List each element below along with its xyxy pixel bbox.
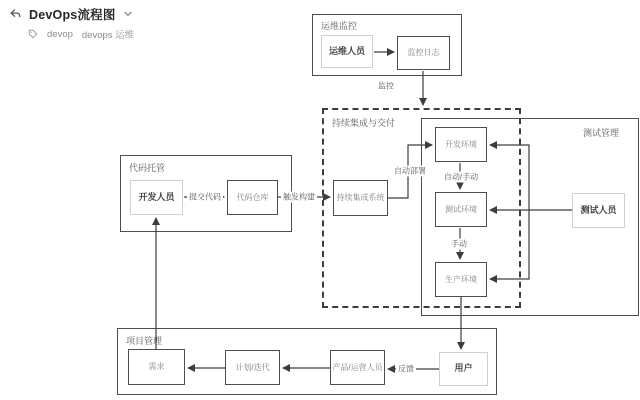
node-requirement[interactable]: 需求: [128, 349, 185, 385]
node-test-env[interactable]: 测试环境: [435, 192, 487, 227]
note-header: [8, 5, 134, 41]
group-label: 持续集成与交付: [332, 118, 396, 128]
tag-devops-ops[interactable]: devops 运维: [81, 30, 135, 41]
edge-label-manual: 手动: [451, 239, 467, 249]
node-monitor-log[interactable]: 监控日志: [397, 36, 450, 70]
edge-tester-to-prodenv: [490, 210, 529, 279]
page-title: DevOps流程图: [29, 8, 116, 22]
chevron-down-icon[interactable]: [123, 10, 133, 18]
edge-label-auto-deploy: 自动部署: [394, 166, 426, 176]
node-user[interactable]: 用户: [439, 352, 488, 386]
group-label: 运维监控: [321, 21, 358, 31]
node-ci-system[interactable]: 持续集成系统: [333, 180, 388, 216]
node-prod-env[interactable]: 生产环境: [435, 262, 487, 297]
node-dev-env[interactable]: 开发环境: [435, 127, 487, 162]
node-code-repo[interactable]: 代码仓库: [227, 180, 278, 215]
group-label: 代码托管: [129, 163, 166, 173]
edge-label-monitor: 监控: [378, 81, 394, 91]
node-dev-staff[interactable]: 开发人员: [130, 180, 183, 215]
node-tester[interactable]: 测试人员: [572, 193, 625, 228]
edge-label-feedback: 反馈: [398, 364, 414, 374]
group-label: 项目管理: [126, 336, 163, 346]
edge-label-trigger-build: 触发构建: [283, 192, 315, 202]
node-plan[interactable]: 计划/迭代: [225, 350, 280, 385]
edge-tester-to-devenv: [490, 145, 529, 210]
node-ops-staff[interactable]: 运维人员: [321, 35, 373, 68]
group-label: 测试管理: [583, 128, 620, 138]
node-product-staff[interactable]: 产品/运营人员: [330, 350, 385, 385]
tag-icon: [28, 29, 38, 39]
edge-label-submit-code: 提交代码: [189, 192, 221, 202]
edge-label-auto-manual: 自动/手动: [443, 172, 479, 182]
tag-devop[interactable]: devop: [47, 28, 73, 40]
back-arrow-icon[interactable]: [8, 7, 22, 21]
